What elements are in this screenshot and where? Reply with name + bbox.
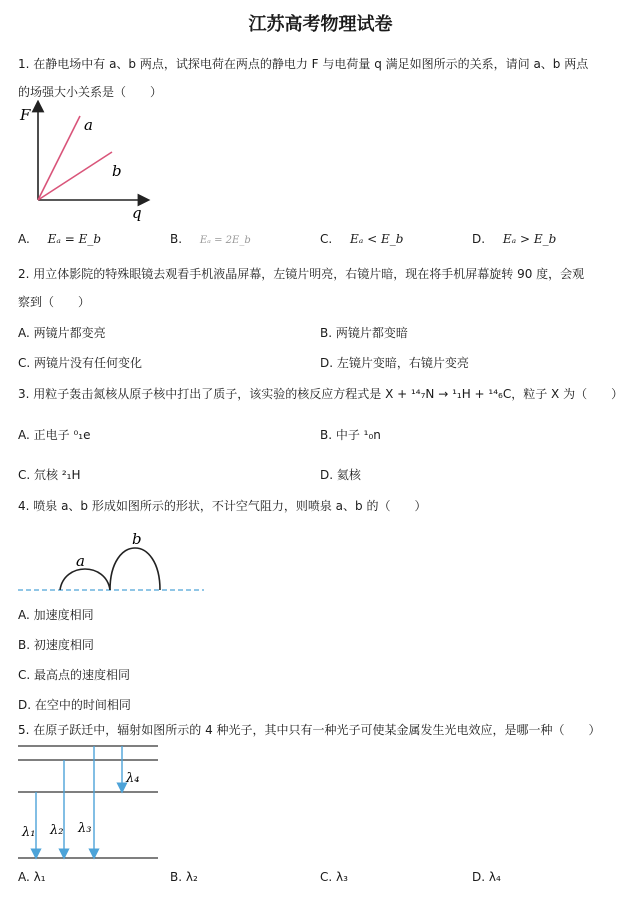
q4-stem: 4. 喷泉 a、b 形成如图所示的形状，不计空气阻力，则喷泉 a、b 的（ ） xyxy=(18,499,427,513)
q5-option-d[interactable]: D. λ₄ xyxy=(472,870,501,884)
q4-option-b[interactable]: B. 初速度相同 xyxy=(18,638,94,652)
axis-label-q: q xyxy=(132,204,142,222)
line-a xyxy=(38,116,80,200)
q1-stem-line2: 的场强大小关系是（ ） xyxy=(18,85,163,99)
q5-option-a[interactable]: A. λ₁ xyxy=(18,870,46,884)
q2-stem-line2: 察到（ ） xyxy=(18,295,91,309)
line-b xyxy=(38,152,112,200)
q3-option-a[interactable]: A. 正电子 ⁰₁e xyxy=(18,428,91,442)
page-title: 江苏高考物理试卷 xyxy=(248,14,393,35)
q1-option-a[interactable] xyxy=(18,232,101,246)
label-l3: λ₃ xyxy=(78,821,92,836)
option-label: C. xyxy=(320,232,333,246)
q4-option-c[interactable]: C. 最高点的速度相同 xyxy=(18,668,131,682)
q4-option-d[interactable]: D. 在空中的时间相同 xyxy=(18,698,131,712)
fountain-a xyxy=(60,569,110,590)
q5-energy-level-diagram xyxy=(14,740,164,864)
option-text: Eₐ < E_b xyxy=(350,232,404,246)
label-b: b xyxy=(132,530,142,548)
option-label: B. xyxy=(170,232,183,246)
q1-option-b[interactable] xyxy=(170,232,251,246)
q1-stem-line1: 1. 在静电场中有 a、b 两点，试探电荷在两点的静电力 F 与电荷量 q 满足如图所示的关系，请问 a、b 两点 xyxy=(18,57,589,71)
q2-stem-line1: 2. 用立体影院的特殊眼镜去观看手机液晶屏幕，左镜片明亮，右镜片暗，现在将手机屏幕旋转 90 度，会观 xyxy=(18,267,585,281)
q2-option-c[interactable]: C. 两镜片没有任何变化 xyxy=(18,356,143,370)
label-b: b xyxy=(112,162,122,180)
q2-option-d[interactable]: D. 左镜片变暗，右镜片变亮 xyxy=(320,356,469,370)
option-label: D. xyxy=(472,232,486,246)
q3-option-d[interactable]: D. 氦核 xyxy=(320,468,361,482)
q5-stem: 5. 在原子跃迁中，辐射如图所示的 4 种光子，其中只有一种光子可使某金属发生光电效应，是哪一种（ ） xyxy=(18,723,601,737)
q3-stem: 3. 用粒子轰击氮核从原子核中打出了质子，该实验的核反应方程式是 X + ¹⁴₇N → ¹₁H + ¹⁴₆C，粒子 X 为（ ） xyxy=(18,387,624,401)
label-l2: λ₂ xyxy=(50,823,64,838)
label-l4: λ₄ xyxy=(126,771,140,786)
q5-option-b[interactable]: B. λ₂ xyxy=(170,870,198,884)
label-a: a xyxy=(84,116,93,134)
q3-option-c[interactable]: C. 氘核 ²₁H xyxy=(18,468,81,482)
option-text: Eₐ = E_b xyxy=(47,232,102,246)
label-l1: λ₁ xyxy=(22,825,36,840)
q1-option-c[interactable] xyxy=(320,232,403,246)
q2-option-a[interactable]: A. 两镜片都变亮 xyxy=(18,326,106,340)
option-text: Eₐ > E_b xyxy=(502,232,557,246)
label-a: a xyxy=(76,552,85,570)
q2-option-b[interactable]: B. 两镜片都变暗 xyxy=(320,326,408,340)
q3-option-b[interactable]: B. 中子 ¹₀n xyxy=(320,428,381,442)
fountain-b xyxy=(110,548,160,590)
option-label: A. xyxy=(18,232,30,246)
q5-option-c[interactable]: C. λ₃ xyxy=(320,870,348,884)
q4-option-a[interactable]: A. 加速度相同 xyxy=(18,608,94,622)
axis-label-F: F xyxy=(20,106,31,124)
option-text: Eₐ = 2E_b xyxy=(199,235,251,246)
q1-force-charge-graph xyxy=(14,100,164,225)
q1-option-d[interactable] xyxy=(472,232,556,246)
q4-fountain-diagram xyxy=(14,526,214,598)
